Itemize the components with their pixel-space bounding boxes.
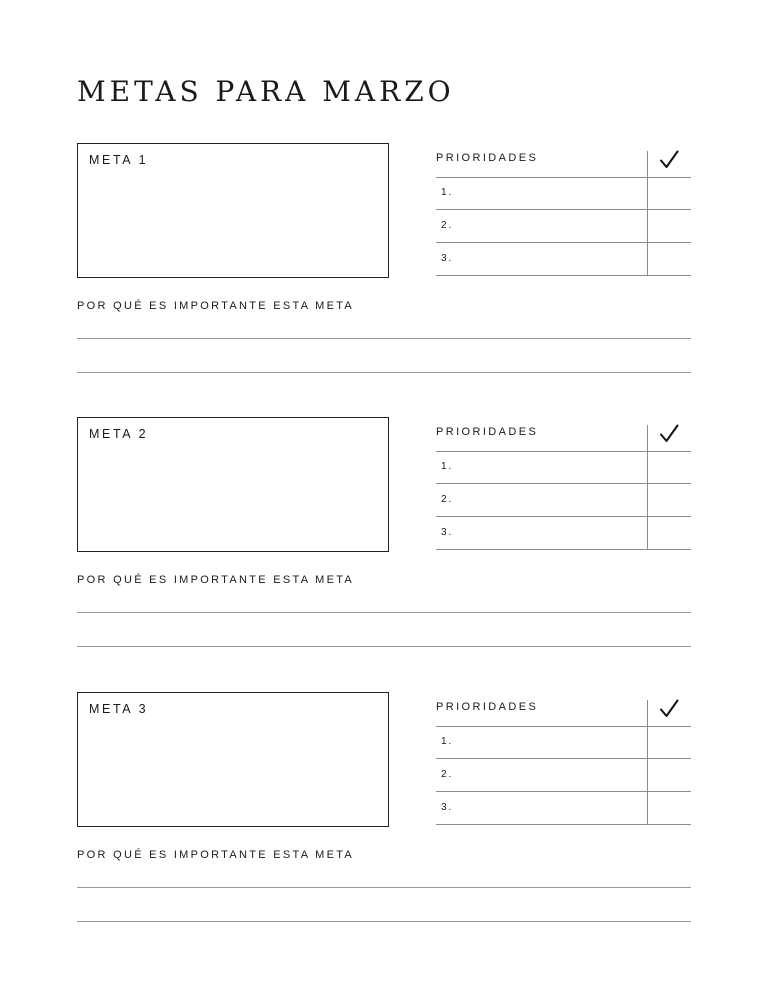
writing-line[interactable]: [77, 887, 691, 888]
goal-box-2[interactable]: [77, 417, 389, 552]
priority-row[interactable]: [436, 759, 691, 792]
checkmark-icon: [658, 698, 680, 720]
priorities-title: PRIORIDADES: [436, 701, 539, 713]
priorities-title: PRIORIDADES: [436, 152, 539, 164]
priorities-table-3: [436, 692, 691, 826]
priority-row[interactable]: [436, 484, 691, 517]
priorities-header: [436, 692, 691, 727]
goal-label: META 2: [89, 427, 149, 441]
goal-box-3[interactable]: [77, 692, 389, 827]
goal-box-1[interactable]: [77, 143, 389, 278]
priority-number: 2.: [441, 494, 454, 505]
priority-number: 1.: [441, 736, 454, 747]
writing-line[interactable]: [77, 372, 691, 373]
priority-row[interactable]: [436, 243, 691, 276]
priority-number: 1.: [441, 187, 454, 198]
page-title: METAS PARA MARZO: [77, 75, 455, 108]
priority-number: 2.: [441, 220, 454, 231]
writing-line[interactable]: [77, 646, 691, 647]
checkmark-icon: [658, 423, 680, 445]
priority-number: 2.: [441, 769, 454, 780]
why-important-label: POR QUÉ ES IMPORTANTE ESTA META: [77, 300, 355, 312]
goal-section-3: [0, 692, 768, 932]
goal-section-1: [0, 143, 768, 383]
goal-section-2: [0, 417, 768, 657]
writing-line[interactable]: [77, 338, 691, 339]
goal-label: META 3: [89, 702, 149, 716]
priorities-header: [436, 143, 691, 178]
writing-line[interactable]: [77, 921, 691, 922]
priorities-title: PRIORIDADES: [436, 426, 539, 438]
priority-number: 3.: [441, 802, 454, 813]
priorities-header: [436, 417, 691, 452]
priority-row[interactable]: [436, 792, 691, 825]
writing-line[interactable]: [77, 612, 691, 613]
why-important-label: POR QUÉ ES IMPORTANTE ESTA META: [77, 849, 355, 861]
priority-row[interactable]: [436, 451, 691, 484]
priority-number: 3.: [441, 527, 454, 538]
priority-number: 1.: [441, 461, 454, 472]
checkmark-icon: [658, 149, 680, 171]
priority-number: 3.: [441, 253, 454, 264]
goal-label: META 1: [89, 153, 149, 167]
priorities-table-2: [436, 417, 691, 551]
priority-row[interactable]: [436, 726, 691, 759]
why-important-label: POR QUÉ ES IMPORTANTE ESTA META: [77, 574, 355, 586]
priorities-table-1: [436, 143, 691, 277]
priority-row[interactable]: [436, 177, 691, 210]
priority-row[interactable]: [436, 210, 691, 243]
priority-row[interactable]: [436, 517, 691, 550]
